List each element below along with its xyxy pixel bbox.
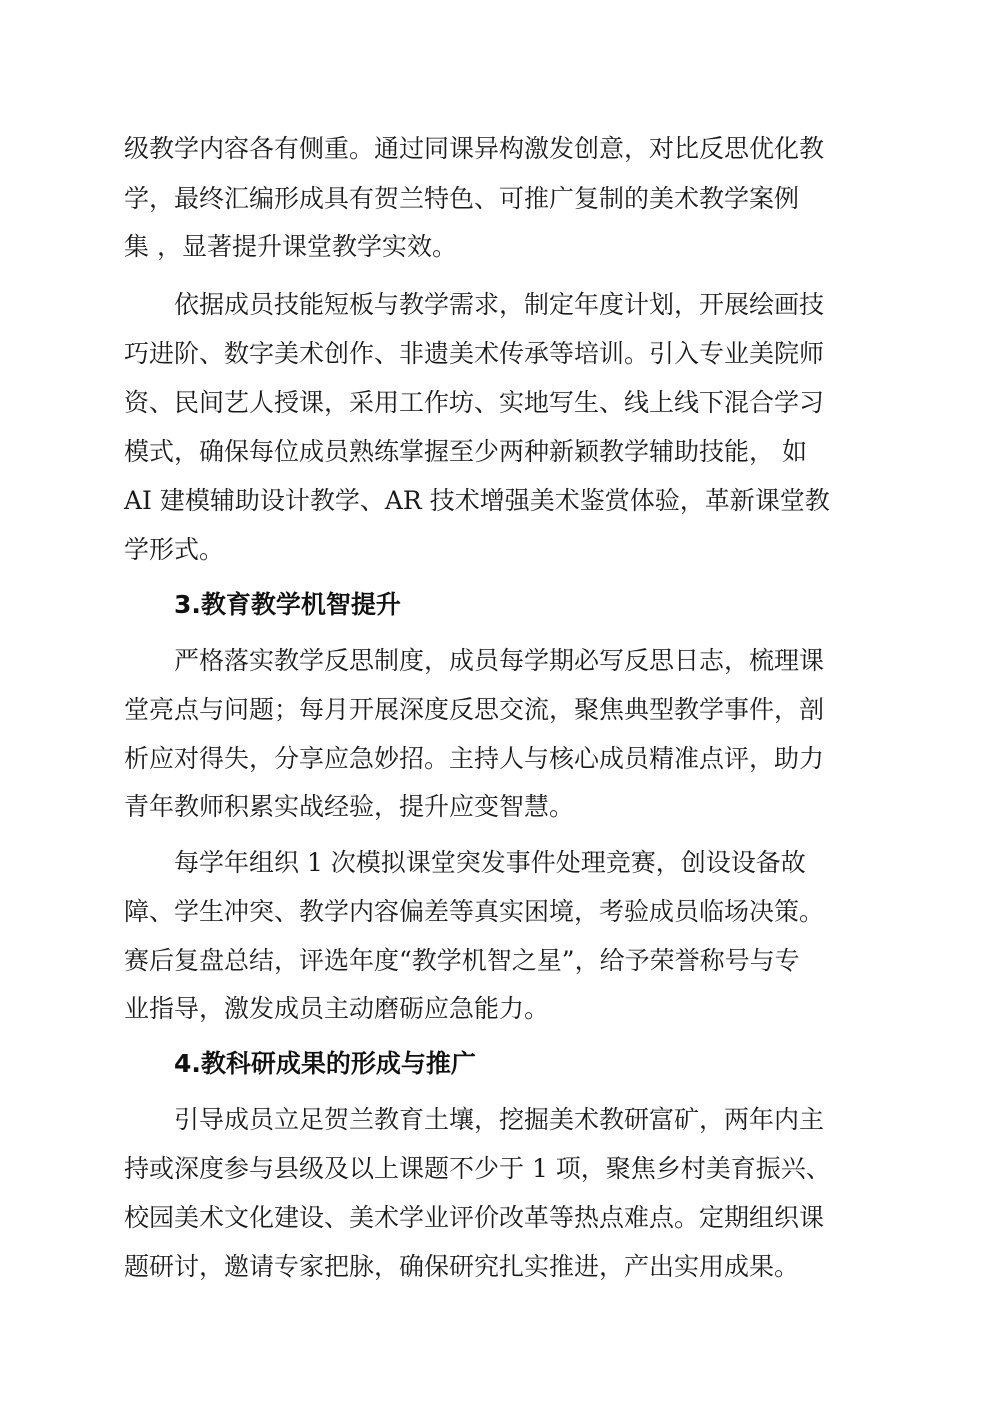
paragraph-line: 引导成员立足贺兰教育土壤，挖掘美术教研富矿，两年内主 xyxy=(174,1105,825,1134)
section-heading: 4.教科研成果的形成与推广 xyxy=(174,1049,476,1078)
paragraph-line: 学，最终汇编形成具有贺兰特色、可推广复制的美术教学案例 xyxy=(124,184,800,213)
paragraph-line: 资、民间艺人授课，采用工作坊、实地写生、线上线下混合学习 xyxy=(124,388,825,417)
paragraph-line: 题研讨，邀请专家把脉，确保研究扎实推进，产出实用成果。 xyxy=(124,1252,800,1281)
paragraph-line: 校园美术文化建设、美术学业评价改革等热点难点。定期组织课 xyxy=(124,1203,825,1232)
paragraph-line: 每学年组织 1 次模拟课堂突发事件处理竞赛，创设设备故 xyxy=(174,848,806,877)
paragraph-line: 严格落实教学反思制度，成员每学期必写反思日志，梳理课 xyxy=(174,646,825,675)
paragraph-line: 赛后复盘总结，评选年度“教学机智之星”，给予荣誉称号与专 xyxy=(124,946,800,975)
paragraph-line: 巧进阶、数字美术创作、非遗美术传承等培训。引入专业美院师 xyxy=(124,339,825,368)
paragraph-line: 青年教师积累实战经验，提升应变智慧。 xyxy=(124,792,575,821)
paragraph-line: 持或深度参与县级及以上课题不少于 1 项，聚焦乡村美育振兴、 xyxy=(124,1154,831,1183)
paragraph-line: 学形式。 xyxy=(124,535,225,564)
paragraph-line: 依据成员技能短板与教学需求，制定年度计划，开展绘画技 xyxy=(174,290,825,319)
paragraph-line: 模式，确保每位成员熟练掌握至少两种新颖教学辅助技能， 如 xyxy=(124,437,807,466)
paragraph-line: 障、学生冲突、教学内容偏差等真实困境，考验成员临场决策。 xyxy=(124,897,825,926)
paragraph-line: 堂亮点与问题；每月开展深度反思交流，聚焦典型教学事件，剖 xyxy=(124,695,825,724)
paragraph-line: 集 ，显著提升课堂教学实效。 xyxy=(124,232,457,261)
paragraph-line: 业指导，激发成员主动磨砺应急能力。 xyxy=(124,994,550,1023)
paragraph-line: 级教学内容各有侧重。通过同课异构激发创意，对比反思优化教 xyxy=(124,134,825,163)
paragraph-line: 析应对得失，分享应急妙招。主持人与核心成员精准点评，助力 xyxy=(124,744,825,773)
paragraph-line: AI 建模辅助设计教学、AR 技术增强美术鉴赏体验，革新课堂教 xyxy=(124,486,830,515)
section-heading: 3.教育教学机智提升 xyxy=(174,590,401,619)
